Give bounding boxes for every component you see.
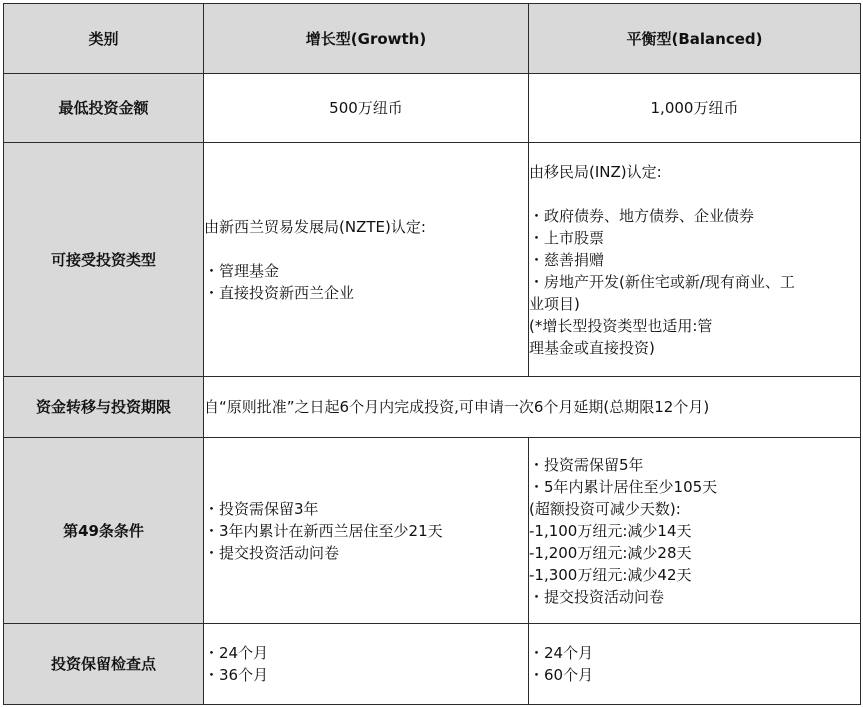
growth-types-intro: 由新西兰贸易发展局(NZTE)认定:	[204, 217, 426, 236]
balanced-s49-item: -1,200万纽元:减少28天	[529, 543, 692, 562]
row-section-49	[4, 438, 861, 624]
balanced-section-49	[529, 438, 861, 624]
comparison-table	[3, 3, 861, 705]
label-section-49: 第49条条件	[4, 438, 204, 624]
growth-section-49	[204, 438, 529, 624]
transfer-period-text: 自“原则批准”之日起6个月内完成投资,可申请一次6个月延期(总期限12个月)	[204, 377, 861, 438]
balanced-s49-item: ・投资需保留5年	[529, 455, 644, 474]
label-min-amount: 最低投资金额	[4, 74, 204, 143]
label-checkpoints: 投资保留检查点	[4, 624, 204, 705]
growth-type-item: ・管理基金	[204, 261, 280, 280]
balanced-type-note: 理基金或直接投资)	[529, 338, 655, 357]
balanced-investment-types	[529, 143, 861, 377]
label-investment-types: 可接受投资类型	[4, 143, 204, 377]
growth-type-item: ・直接投资新西兰企业	[204, 283, 355, 302]
balanced-types-intro: 由移民局(INZ)认定:	[529, 162, 662, 181]
growth-s49-item: ・3年内累计在新西兰居住至少21天	[204, 521, 443, 540]
header-balanced: 平衡型(Balanced)	[529, 4, 861, 74]
row-investment-types	[4, 143, 861, 377]
balanced-checkpoint-item: ・60个月	[529, 666, 594, 684]
growth-checkpoint-item: ・24个月	[204, 644, 269, 662]
balanced-checkpoints	[529, 624, 861, 705]
balanced-min-amount: 1,000万纽币	[529, 74, 861, 143]
balanced-s49-item: (超额投资可减少天数):	[529, 499, 681, 518]
balanced-type-item: ・房地产开发(新住宅或新/现有商业、工	[529, 272, 795, 291]
balanced-s49-item: ・提交投资活动问卷	[529, 587, 665, 606]
balanced-s49-item: -1,100万纽元:减少14天	[529, 521, 692, 540]
growth-s49-item: ・投资需保留3年	[204, 499, 319, 518]
balanced-type-item: ・慈善捐赠	[529, 250, 605, 269]
row-transfer-period	[4, 377, 861, 438]
growth-checkpoint-item: ・36个月	[204, 666, 269, 684]
header-growth: 增长型(Growth)	[204, 4, 529, 74]
row-min-amount	[4, 74, 861, 143]
balanced-s49-item: ・5年内累计居住至少105天	[529, 477, 718, 496]
growth-min-amount: 500万纽币	[204, 74, 529, 143]
row-checkpoints	[4, 624, 861, 705]
growth-s49-item: ・提交投资活动问卷	[204, 543, 340, 562]
balanced-type-note: (*增长型投资类型也适用:管	[529, 316, 713, 335]
balanced-type-item: ・政府债券、地方债券、企业债券	[529, 206, 755, 225]
growth-investment-types	[204, 143, 529, 377]
label-transfer-period: 资金转移与投资期限	[4, 377, 204, 438]
header-row	[4, 4, 861, 74]
growth-checkpoints	[204, 624, 529, 705]
header-category: 类别	[4, 4, 204, 74]
balanced-checkpoint-item: ・24个月	[529, 644, 594, 662]
balanced-type-item: ・上市股票	[529, 228, 605, 247]
balanced-s49-item: -1,300万纽元:减少42天	[529, 565, 692, 584]
balanced-type-item: 业项目)	[529, 294, 580, 313]
